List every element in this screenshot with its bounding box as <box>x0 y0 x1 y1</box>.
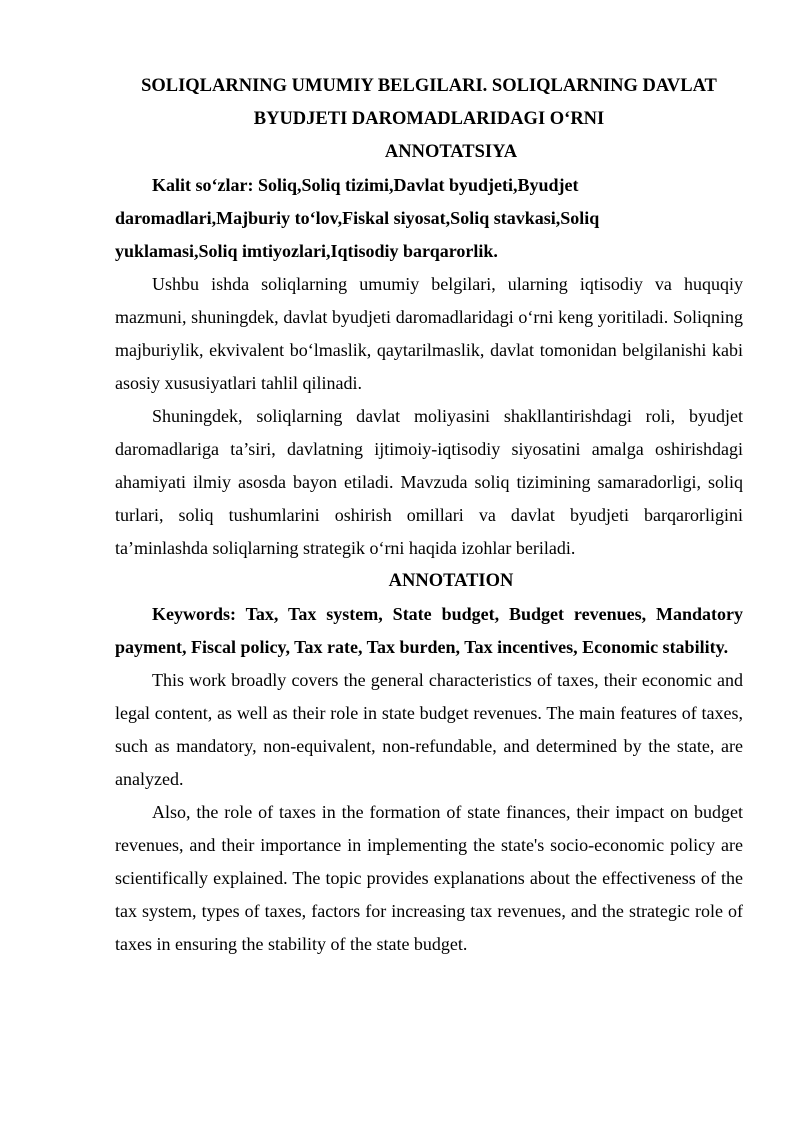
annotation-en-heading: ANNOTATION <box>388 571 514 591</box>
title-line-1: SOLIQLARNING UMUMIY BELGILARI. SOLIQLARNING DAVLAT <box>141 76 717 96</box>
title-line-2: BYUDJETI DAROMADLARIDAGI O‘RNI <box>253 109 605 129</box>
annotation-en-paragraph-2: Also, the role of taxes in the formation of state finances, their impact on budget revenues, and their importance in implementing the state's socio-economic policy are scientifically explained. The topic provides explanations about the effectiveness of the tax system, types of taxes, factors for increasing tax revenues, and the strategic role of taxes in ensuring the stability of the state budget. <box>115 802 743 954</box>
document-page <box>115 70 743 961</box>
document-title <box>115 70 743 136</box>
keywords-en: Keywords: Tax, Tax system, State budget, Budget revenues, Mandatory payment, Fiscal policy, Tax rate, Tax burden, Tax incentives, Economic stability. <box>115 604 743 657</box>
annotation-uz-paragraph-2: Shuningdek, soliqlarning davlat moliyasini shakllantirishdagi roli, byudjet daromadlariga ta’siri, davlatning ijtimoiy-iqtisodiy siyosatini amalga oshirishdagi ahamiyati ilmiy asosda bayon etiladi. Mavzuda soliq tizimining samaradorligi, soliq turlari, soliq tushumlarini oshirish omillari va davlat byudjeti barqarorligini ta’minlashda soliqlarning strategik o‘rni haqida izohlar beriladi. <box>115 406 743 558</box>
annotation-uz-paragraph-1: Ushbu ishda soliqlarning umumiy belgilari, ularning iqtisodiy va huquqiy mazmuni, shuningdek, davlat byudjeti daromadlaridagi o‘rni keng yoritiladi. Soliqning majburiylik, ekvivalent bo‘lmaslik, qaytarilmaslik, davlat tomonidan belgilanishi kabi asosiy xususiyatlari tahlil qilinadi. <box>115 274 743 393</box>
annotation-uz-heading: ANNOTATSIYA <box>384 142 518 162</box>
keywords-uz: Kalit so‘zlar: Soliq,Soliq tizimi,Davlat byudjeti,Byudjet daromadlari,Majburiy to‘lov,Fiskal siyosat,Soliq stavkasi,Soliq yuklamasi,Soliq imtiyozlari,Iqtisodiy barqarorlik. <box>115 175 600 261</box>
annotation-en-paragraph-1: This work broadly covers the general characteristics of taxes, their economic and legal content, as well as their role in state budget revenues. The main features of taxes, such as mandatory, non-equivalent, non-refundable, and determined by the state, are analyzed. <box>115 670 743 789</box>
